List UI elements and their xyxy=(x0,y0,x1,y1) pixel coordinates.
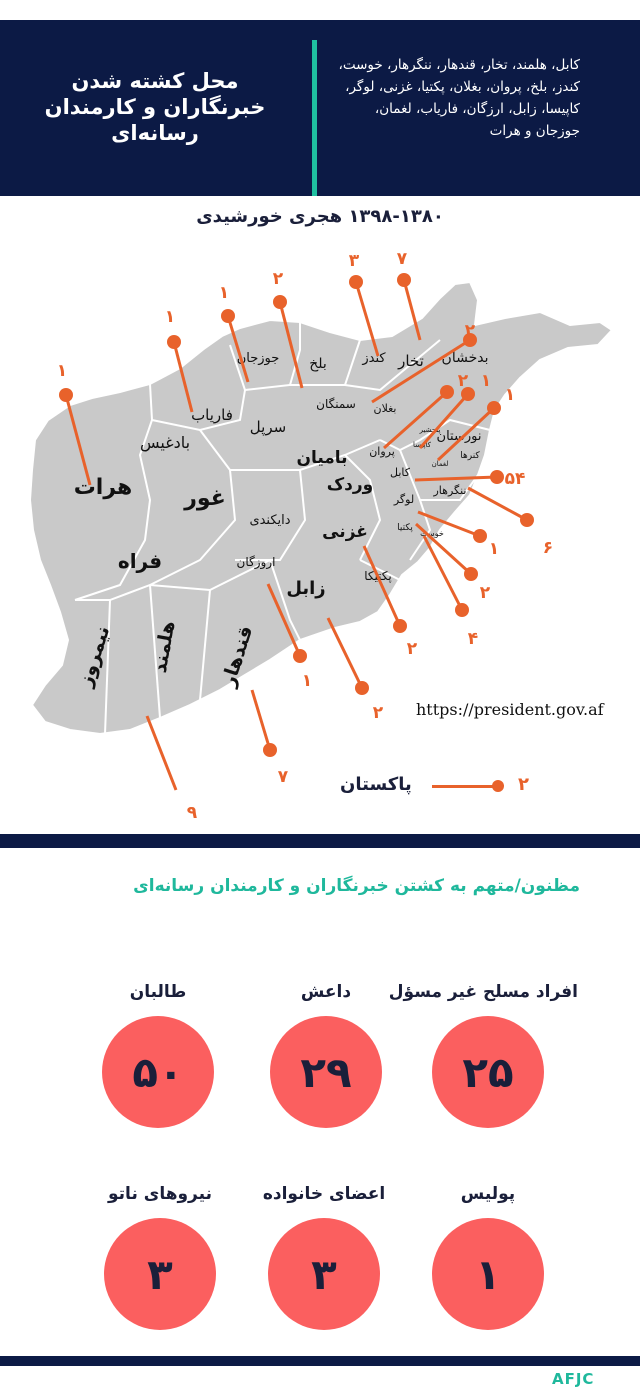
province-khost: خوست xyxy=(420,529,444,538)
province-helmand: هلمند xyxy=(148,619,180,675)
stat-circle xyxy=(102,1016,214,1128)
province-ghor: غور xyxy=(184,486,226,511)
count-jowzjan: ۱ xyxy=(218,283,230,303)
stat-label: افراد مسلح غیر مسؤل xyxy=(388,982,578,1002)
stat-value: ۲۵ xyxy=(462,1047,514,1097)
map-svg xyxy=(0,240,640,830)
province-nuristan: نورستان xyxy=(436,429,482,444)
pakistan-leader-dot xyxy=(492,780,504,792)
count-nangarhar: ۶ xyxy=(542,538,554,558)
stat-nato-forces xyxy=(70,1182,250,1330)
pakistan-count: ۲ xyxy=(518,774,529,795)
province-nangarhar: ننگرهار xyxy=(433,484,467,497)
stat-circle xyxy=(270,1016,382,1128)
province-takhar: تخار xyxy=(398,352,424,370)
province-wardak: وردک xyxy=(326,475,374,495)
stat-label: طالبان xyxy=(129,982,187,1002)
count-parwan: ۲ xyxy=(457,371,469,391)
province-kunduz: کندز xyxy=(362,351,386,366)
stat-circle xyxy=(104,1218,216,1330)
stat-value: ۳ xyxy=(147,1249,173,1299)
province-kapisa: کاپیسا xyxy=(413,441,431,449)
stat-label: نیروهای ناتو xyxy=(108,1184,212,1204)
province-parwan: پروان xyxy=(369,445,395,458)
stat-police xyxy=(398,1182,578,1330)
stat-value: ۵۰ xyxy=(132,1047,184,1097)
province-jowzjan: جوزجان xyxy=(236,351,280,366)
stat-isis xyxy=(236,980,416,1128)
count-badakhshan-baghlan: ۲ xyxy=(464,321,476,341)
footer-band xyxy=(0,1356,640,1366)
stat-label: اعضای خانواده xyxy=(262,1184,386,1204)
count-laghman: ۱ xyxy=(480,371,492,391)
count-khost: ۴ xyxy=(467,629,479,649)
province-baghlan: بغلان xyxy=(373,402,397,415)
province-kunar: کنرها xyxy=(460,451,480,461)
province-herat: هرات xyxy=(73,475,133,500)
province-badakhshan: بدخشان xyxy=(441,350,489,366)
count-logar: ۱ xyxy=(488,539,500,559)
stat-family-members xyxy=(234,1182,414,1330)
stat-value: ۳ xyxy=(311,1249,337,1299)
province-sarpol: سرپل xyxy=(249,418,287,436)
stat-value: ۲۹ xyxy=(300,1047,352,1097)
province-badghis: بادغیس xyxy=(139,433,191,452)
stat-unaccountable-gunmen xyxy=(388,980,578,1128)
province-paktya: پکتیا xyxy=(397,523,413,533)
province-zabul: زابل xyxy=(286,578,326,599)
province-samangan: سمنگان xyxy=(316,397,356,411)
suspects-title: مظنون/متهم به کشتن خبرنگاران و کارمندان رسانه‌ای xyxy=(133,876,580,896)
header-divider xyxy=(312,40,317,196)
section-divider-band xyxy=(0,834,640,848)
province-kabul: کابل xyxy=(390,466,410,479)
provinces-list: کابل، هلمند، تخار، قندهار، ننگرهار، خوست، کندز، بلخ، پروان، بغلان، پکتیا، غزنی، لوگر، کاپیسا، زابل، ارزگان، فاریاب، لغمان، جوزجان و هرات xyxy=(338,57,580,139)
count-kapisa: ۲ xyxy=(479,583,491,603)
count-kandahar: ۷ xyxy=(277,767,289,787)
count-helmand: ۹ xyxy=(186,803,198,823)
stat-circle xyxy=(432,1218,544,1330)
province-kandahar: قندهار xyxy=(217,623,258,690)
count-kabul: ۵۴ xyxy=(504,469,526,489)
province-balkh: بلخ xyxy=(309,356,327,372)
province-farah: فراه xyxy=(117,549,163,573)
pakistan-label: پاکستان xyxy=(340,774,412,795)
province-logar: لوگر xyxy=(393,493,415,506)
province-laghman: لغمان xyxy=(431,460,449,468)
count-badghis-faryab: ۱ xyxy=(164,307,176,327)
province-nimroz: نیمروز xyxy=(74,623,115,690)
page-title: محل کشته شدن خبرنگاران و کارمندان رسانه‌ای xyxy=(44,69,266,145)
province-faryab: فاریاب xyxy=(191,406,233,424)
province-panjshir: پنجشیر xyxy=(419,426,441,434)
brand-logo-text: AFJC xyxy=(552,1370,595,1388)
stat-label: داعش xyxy=(300,982,352,1002)
province-paktika: پکتیکا xyxy=(364,569,392,583)
pakistan-leader-line xyxy=(432,785,498,788)
count-zabul: ۲ xyxy=(372,703,384,723)
country-shape xyxy=(30,282,612,734)
count-takhar: ۷ xyxy=(396,249,408,269)
afghanistan-map xyxy=(0,240,640,830)
count-kunduz: ۳ xyxy=(348,251,360,271)
count-kunar: ۱ xyxy=(504,385,516,405)
count-balkh: ۲ xyxy=(272,269,284,289)
header-banner xyxy=(0,20,640,196)
stat-circle xyxy=(432,1016,544,1128)
stat-label: پولیس xyxy=(460,1184,516,1204)
province-uruzgan: اروزگان xyxy=(236,555,276,569)
source-url: https://president.gov.af xyxy=(416,700,604,719)
province-ghazni: غزنی xyxy=(322,522,368,542)
province-bamyan: بامیان xyxy=(296,448,348,468)
count-uruzgan: ۱ xyxy=(301,671,313,691)
stat-circle xyxy=(268,1218,380,1330)
count-herat: ۱ xyxy=(56,361,68,381)
count-ghazni: ۲ xyxy=(406,639,418,659)
stat-taliban xyxy=(68,980,248,1128)
stat-value: ۱ xyxy=(475,1249,501,1299)
years-caption: ۱۳۹۸-۱۳۸۰ هجری خورشیدی xyxy=(196,206,444,227)
province-daykundi: دایکندی xyxy=(249,513,291,528)
